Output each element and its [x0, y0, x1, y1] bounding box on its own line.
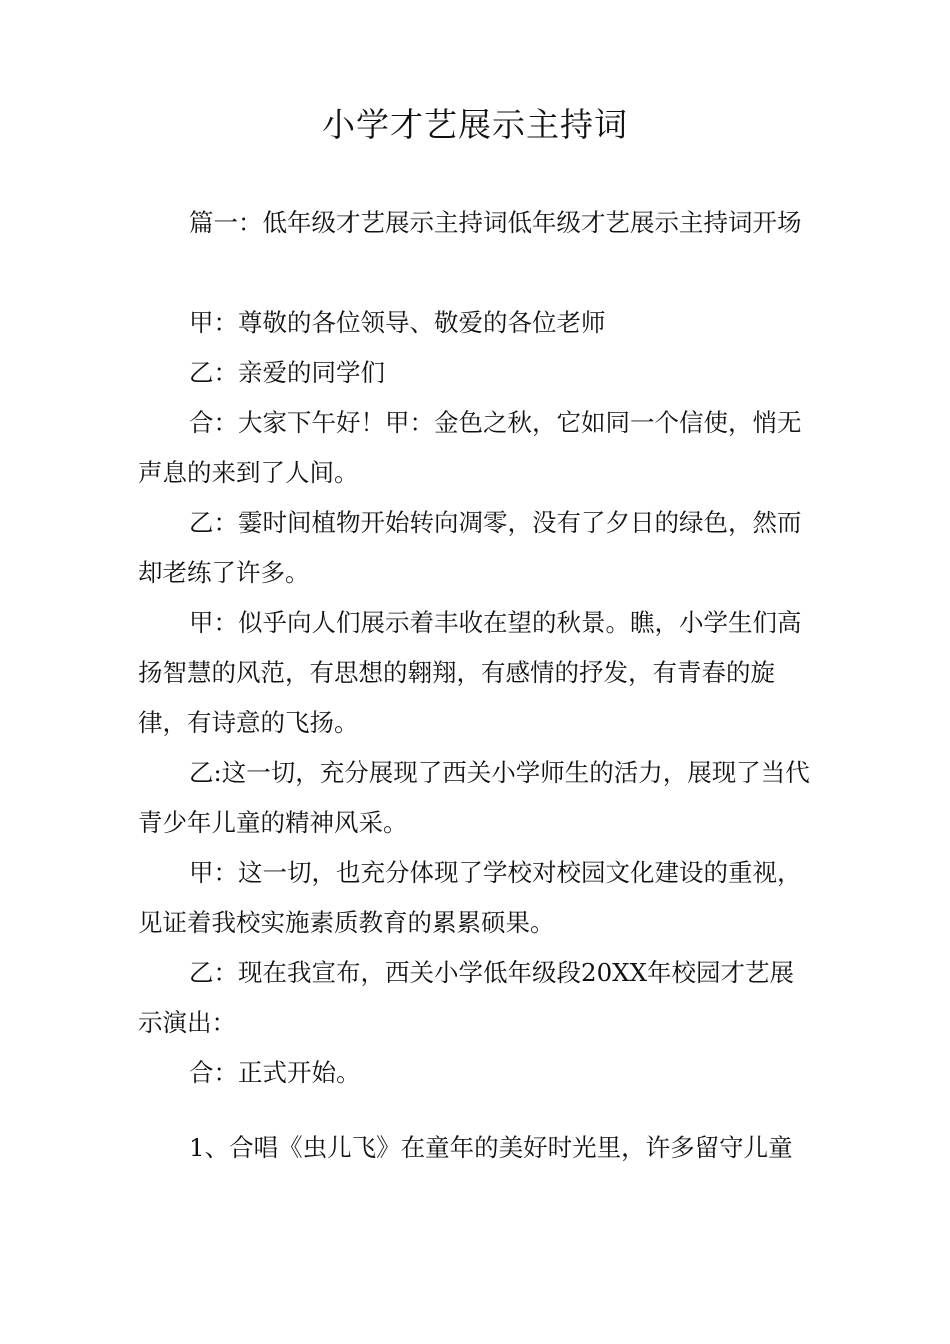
paragraph-host-b-announce: 乙：现在我宣布，西关小学低年级段20XX年校园才艺展示演出：: [138, 958, 795, 1037]
paragraph-host-a-culture: 甲：这一切，也充分体现了学校对校园文化建设的重视，见证着我校实施素质教育的累累硕果。: [138, 858, 802, 937]
paragraph-section-heading: 篇一：低年级才艺展示主持词低年级才艺展示主持词开场: [189, 208, 802, 237]
paragraph-host-a-greeting: 甲：尊敬的各位领导、敬爱的各位老师: [189, 308, 606, 337]
paragraph-program-1: 1、合唱《虫儿飞》在童年的美好时光里，许多留守儿童: [189, 1133, 793, 1162]
paragraph-joint-start: 合：正式开始。: [189, 1058, 361, 1087]
paragraph-host-a-harvest: 甲：似乎向人们展示着丰收在望的秋景。瞧，小学生们高扬智慧的风范，有思想的翱翔，有感情的抒发，有青春的旋律，有诗意的飞扬。: [138, 608, 802, 737]
document-title: 小学才艺展示主持词: [322, 105, 628, 144]
paragraph-joint-greeting: 合：大家下午好！甲：金色之秋，它如同一个信使，悄无声息的来到了人间。: [138, 408, 802, 487]
paragraph-host-b-vitality: 乙:这一切，充分展现了西关小学师生的活力，展现了当代青少年儿童的精神风采。: [138, 758, 810, 837]
paragraph-host-b-autumn: 乙：霎时间植物开始转向凋零，没有了夕日的绿色，然而却老练了许多。: [138, 508, 802, 587]
paragraph-host-b-greeting: 乙：亲爱的同学们: [189, 358, 385, 387]
